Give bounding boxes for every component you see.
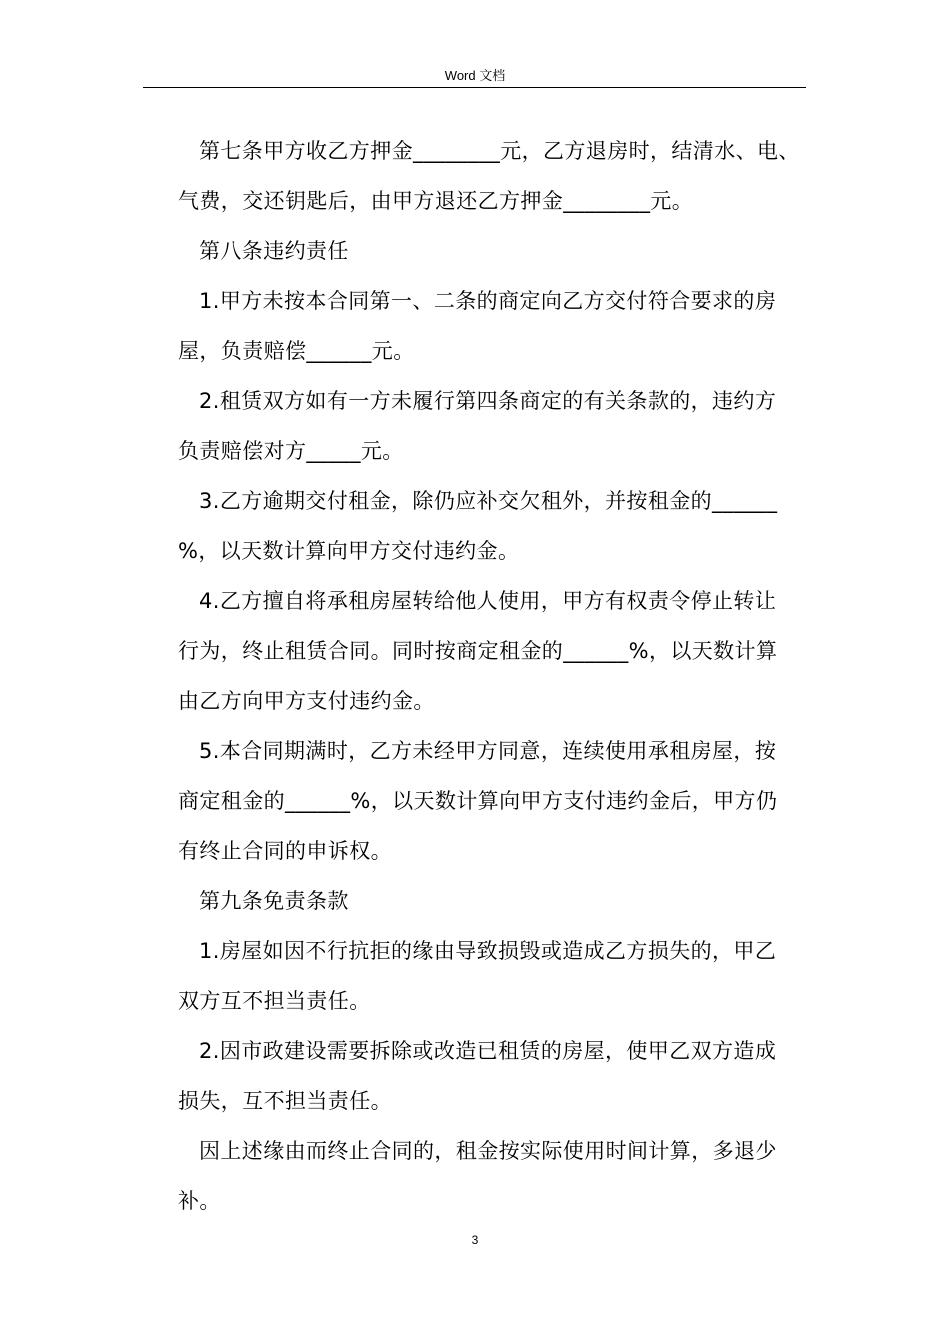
text-line: 屋，负责赔偿______元。: [178, 339, 415, 363]
header-title: Word 文档: [444, 68, 506, 83]
text-line: 负责赔偿对方_____元。: [178, 439, 404, 463]
text-line: 由乙方向甲方支付违约金。: [178, 689, 435, 713]
text-line: 有终止合同的申诉权。: [178, 839, 392, 863]
text-line: 1.房屋如因不行抗拒的缘由导致损毁或造成乙方损失的，甲乙: [199, 939, 777, 963]
text-line: 2.因市政建设需要拆除或改造已租赁的房屋，使甲乙双方造成: [199, 1039, 777, 1063]
text-line: %，以天数计算向甲方交付违约金。: [178, 539, 520, 563]
text-line: 1.甲方未按本合同第一、二条的商定向乙方交付符合要求的房: [199, 289, 777, 313]
header-divider: [143, 87, 806, 88]
page-number: 3: [471, 1233, 479, 1247]
text-line: 气费，交还钥匙后，由甲方退还乙方押金________元。: [178, 189, 694, 213]
text-line: 5.本合同期满时，乙方未经甲方同意，连续使用承租房屋，按: [199, 739, 777, 763]
text-line: 因上述缘由而终止合同的，租金按实际使用时间计算，多退少: [199, 1139, 777, 1163]
section-heading: 第八条违约责任: [199, 239, 349, 263]
text-line: 第七条甲方收乙方押金________元，乙方退房时，结清水、电、: [199, 139, 800, 163]
text-line: 损失，互不担当责任。: [178, 1089, 392, 1113]
text-line: 3.乙方逾期交付租金，除仍应补交欠租外，并按租金的______: [199, 489, 778, 513]
text-line: 2.租赁双方如有一方未履行第四条商定的有关条款的，违约方: [199, 389, 777, 413]
text-line: 4.乙方擅自将承租房屋转给他人使用，甲方有权责令停止转让: [199, 589, 777, 613]
text-line: 补。: [178, 1189, 221, 1213]
document-body: [178, 126, 808, 1226]
text-line: 商定租金的______%，以天数计算向甲方支付违约金后，甲方仍: [178, 789, 778, 813]
section-heading: 第九条免责条款: [199, 889, 349, 913]
text-line: 行为，终止租赁合同。同时按商定租金的______%，以天数计算: [178, 639, 778, 663]
text-line: 双方互不担当责任。: [178, 989, 371, 1013]
